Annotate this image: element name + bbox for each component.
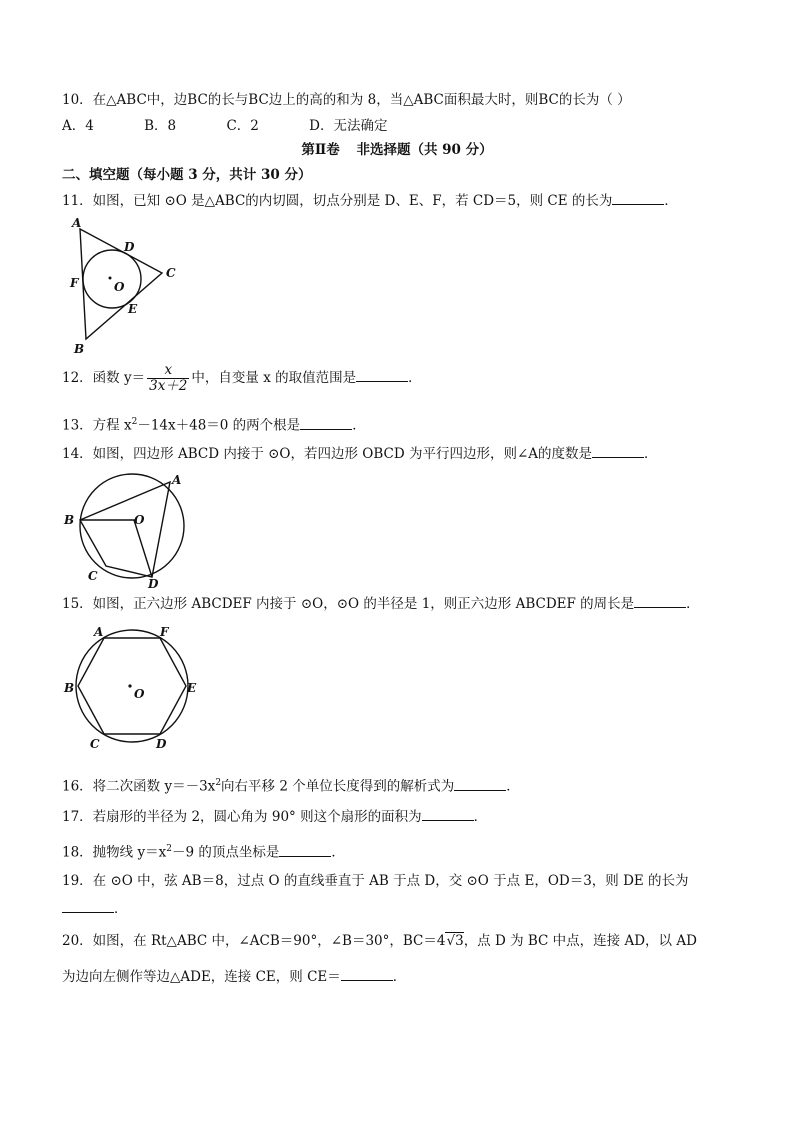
question-18-end: ． xyxy=(331,844,345,861)
label-d: D xyxy=(124,240,135,254)
answer-blank xyxy=(341,966,393,981)
question-11 xyxy=(62,190,678,211)
sqrt-radicand: 3 xyxy=(455,933,464,949)
label-a: A xyxy=(94,625,104,639)
exponent: 2 xyxy=(131,417,138,427)
label-b: B xyxy=(64,681,75,695)
quadrilateral-abcd xyxy=(80,482,170,577)
label-e: E xyxy=(128,302,138,316)
question-15-text: 15．如图，正六边形 ABCDEF 内接于 ⊙O，⊙O 的半径是 1，则正六边形 ABCDEF 的周长是 xyxy=(62,596,635,612)
question-18-text-2: －9 的顶点坐标是 xyxy=(171,844,280,861)
question-20 xyxy=(62,931,697,951)
sqrt: √3 xyxy=(446,933,464,949)
label-a: A xyxy=(172,473,182,487)
part-2-subtitle: 非选择题（共 90 分） xyxy=(356,142,493,158)
question-19-text: 19．在 ⊙O 中，弦 AB＝8，过点 O 的直线垂直于 AB 于点 D，交 ⊙O 于点 E，OD＝3，则 DE 的长为 xyxy=(62,873,689,889)
question-15 xyxy=(62,593,700,614)
label-f: F xyxy=(70,276,79,290)
question-13-text-2: －14x＋48＝0 的两个根是 xyxy=(137,417,301,434)
label-d: D xyxy=(148,577,159,591)
answer-blank xyxy=(592,443,644,458)
question-12-end: ． xyxy=(408,370,422,386)
label-e: E xyxy=(187,681,197,695)
question-13-text: 13．方程 x xyxy=(62,417,132,434)
option-d: D．无法确定 xyxy=(309,118,388,134)
circle-o xyxy=(76,630,188,742)
label-o: O xyxy=(134,513,145,527)
question-18 xyxy=(62,839,345,863)
label-o: O xyxy=(134,687,145,701)
answer-blank xyxy=(300,415,352,430)
figure-14-cyclic-quadrilateral xyxy=(60,470,190,592)
question-20-text: 20．如图，在 Rt△ABC 中，∠ACB＝90°，∠B＝30°，BC＝4 xyxy=(62,933,446,949)
question-12 xyxy=(62,362,422,394)
option-c: C．2 xyxy=(226,118,259,134)
question-10 xyxy=(62,90,631,110)
question-16 xyxy=(62,773,520,797)
question-14-text: 14．如图，四边形 ABCD 内接于 ⊙O，若四边形 OBCD 为平行四边形，则∠A的度数是 xyxy=(62,446,593,462)
question-10-options xyxy=(62,116,434,136)
label-b: B xyxy=(64,513,75,527)
answer-blank xyxy=(612,190,664,205)
question-17-end: ． xyxy=(473,809,488,825)
center-point xyxy=(128,684,131,687)
part-2-title xyxy=(0,140,794,160)
question-20-text-3: 为边向左侧作等边△ADE，连接 CE，则 CE＝ xyxy=(62,969,341,985)
answer-blank xyxy=(634,593,686,608)
part-2-label: 第Ⅱ卷 xyxy=(301,142,340,158)
label-c: C xyxy=(88,569,98,583)
option-a: A．4 xyxy=(62,118,94,134)
question-14-end: ． xyxy=(644,446,658,462)
label-c: C xyxy=(166,266,176,280)
question-13 xyxy=(62,412,366,436)
label-f: F xyxy=(160,625,169,639)
label-a: A xyxy=(72,216,82,230)
question-19 xyxy=(62,871,689,891)
question-14 xyxy=(62,443,658,464)
question-20-text-2: ，点 D 为 BC 中点，连接 AD，以 AD xyxy=(463,933,697,949)
answer-blank xyxy=(279,842,331,857)
answer-blank xyxy=(454,776,506,791)
numerator: x xyxy=(147,363,189,379)
question-17 xyxy=(62,806,487,827)
question-20-end: ． xyxy=(392,969,407,985)
question-19-end: ． xyxy=(114,901,128,917)
label-c: C xyxy=(90,737,100,751)
option-b: B．8 xyxy=(144,118,177,134)
figure-15-hexagon xyxy=(60,620,200,752)
center-point xyxy=(109,277,112,280)
hexagon-abcdef xyxy=(78,638,186,734)
figure-11-incircle xyxy=(62,215,192,355)
question-12-text-2: 中，自变量 x 的取值范围是 xyxy=(191,370,357,386)
answer-blank xyxy=(356,367,408,382)
question-13-end: ． xyxy=(352,417,366,434)
question-19-line-2 xyxy=(62,898,128,919)
incircle xyxy=(83,250,141,308)
question-15-end: ． xyxy=(686,596,700,612)
denominator: 3x＋2 xyxy=(149,378,188,394)
exponent: 2 xyxy=(215,778,222,788)
section-fill-in-blank: 二、填空题（每小题 3 分，共计 30 分） xyxy=(62,167,312,183)
question-11-end: ． xyxy=(664,193,678,209)
question-17-text: 17．若扇形的半径为 2，圆心角为 90° 则这个扇形的面积为 xyxy=(62,809,422,825)
label-o: O xyxy=(114,280,125,294)
answer-blank xyxy=(422,806,474,821)
question-16-text: 16．将二次函数 y＝－3x xyxy=(62,778,216,795)
question-16-end: ． xyxy=(506,778,520,795)
question-11-text: 11．如图，已知 ⊙O 是△ABC的内切圆，切点分别是 D、E、F，若 CD＝5，则 CE 的长为 xyxy=(62,193,613,209)
answer-blank xyxy=(62,898,114,913)
question-10-text: 10．在△ABC中，边BC的长与BC边上的高的和为 8，当△ABC面积最大时，则BC的长为（ ） xyxy=(62,92,631,108)
fraction xyxy=(147,363,189,394)
question-16-text-2: 向右平移 2 个单位长度得到的解析式为 xyxy=(221,778,455,795)
question-20-line-2 xyxy=(62,966,406,987)
label-d: D xyxy=(156,737,167,751)
exponent: 2 xyxy=(166,844,172,854)
label-b: B xyxy=(74,342,85,355)
question-12-text: 12．函数 y＝ xyxy=(62,370,146,386)
question-18-text: 18．抛物线 y＝x xyxy=(62,844,167,861)
